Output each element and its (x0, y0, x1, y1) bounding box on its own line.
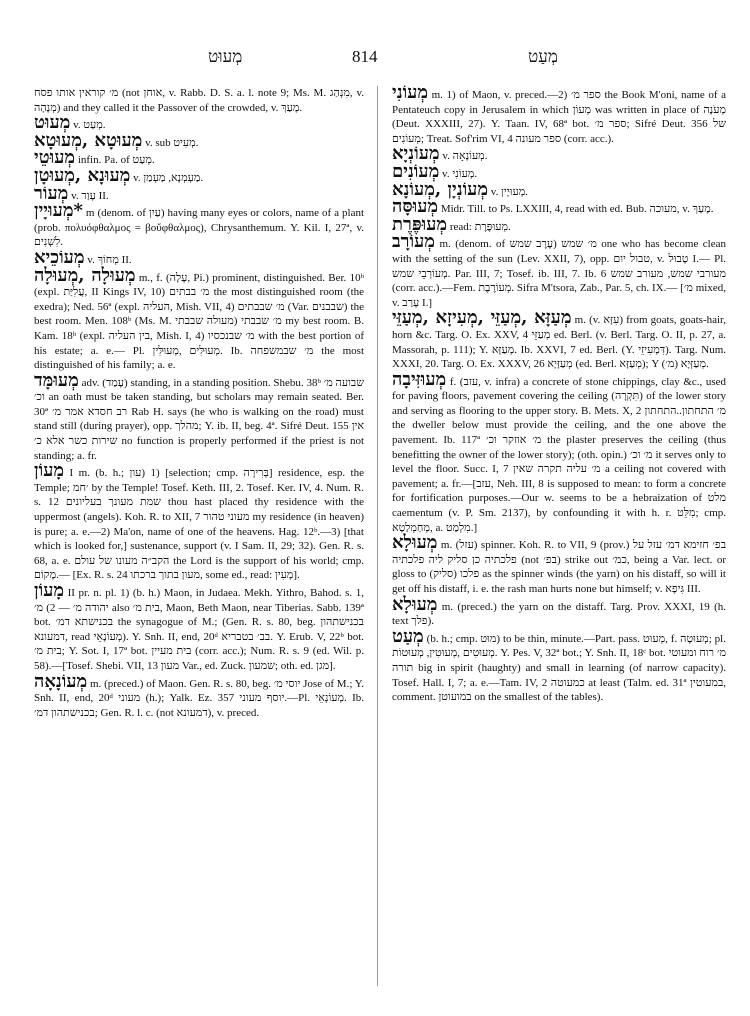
entry-text: infin. Pa. of מְעַט. (77, 154, 155, 167)
running-head-right: מְעַט (528, 47, 558, 67)
dictionary-entry (392, 82, 726, 146)
dictionary-entry (34, 580, 365, 674)
dictionary-entry (392, 368, 727, 536)
entry-text: Midr. Till. to Ps. LXXIII, 4, read with ed. Bub. מעוכה, v. מָעַךְ. (440, 203, 714, 216)
entry-headword: מְעוּלָה ,מְעוּלָה (34, 264, 136, 286)
dictionary-entry (34, 200, 365, 250)
entry-text: read: מְעוּפֶּרֶת. (449, 220, 511, 233)
dictionary-entry (34, 164, 364, 186)
entry-headword: מְעוֹנָאָה (34, 670, 88, 692)
entry-headword: מְעוּלָא (392, 532, 438, 554)
entry-text: II pr. n. pl. 1) (b. h.) Maon, in Judaea. Mekh. Yithro, Bahod. s. 1, יהודה מ׳ — 2) מ׳ also בית מ׳, Maon, Beth Maon, near Tiberias. Sabb. 139ª bot. בכנישתא דמ׳ the synagogue of M.; (Gen. R. s. 80, beg. בכנישתהון דמעונא, read מְעוֹנָאֵי). Y. Snh. II, end, 20ᵈ בב׳ בטבריא. Y. Erub. V, 22ᵇ bot. בית מ׳; Y. Sot. I, 17ª bot. בית מעיין (corr. acc.); Num. R. s. 9 (ed. Wil. p. 58).—[Tosef. Shebi. VII, 13 מעון Var., ed. Zuck. שמעון; oth. ed. מגן]. (34, 587, 365, 672)
running-head-left: מְעוּט (208, 47, 243, 67)
entry-text: adv. (עָמַד) standing, in a standing position. Shebu. 38ᵇ שבועה מ׳ וכ׳ an oath must be taken standing, but scholars may remain seated. Ber. 30ª רב חסדא אמר מ׳ Rab H. says (he who is walking on the road) must stand still (during prayer), opp. מהלך; Y. ib. II, beg. 4ª. Sifré Deut. 155 אין שירות כשר אלא כ׳ no function is properly performed if the priest is not standing; a. fr. (34, 376, 365, 462)
dictionary-entry (392, 231, 727, 310)
entry-text: v. מְעוּיָין. (490, 185, 528, 198)
entry-headword: מְעוֹכֵיא (34, 246, 85, 268)
dictionary-entry (34, 86, 364, 115)
entry-headword: מְעוּטָא ,מְעוּטָא (34, 129, 143, 151)
entry-text: f. (עזב, v. infra) a concrete of stone chippings, clay &c., used for paving floors, pavement covering the ceiling (תִּקְרָה) of the lower story and serving as flooring to the upper story. B. Mets. X, 2 מ׳ התחתון..התחתון the dweller below must provide the ceiling, and the one above the pavement. Ib. 117ª מ׳ אוזקר וכ׳ the plaster preserves the ceiling (thus benefitting the owner of the lower story); (oth. opin.) מ׳ וכ׳ it serves only to level the floor. Succ. I, 7 מ׳ עליה תקרה שאין a ceiling not covered with pavement; a. fr.—[עזב, Neh. III, 8 is supposed to mean: to form a concrete for fortification purposes.—Our w. seems to be a hebraization of מלט caementum (v. P. Sm. 2137), by confounding it with h. r. מִלֵּט; cmp. מְחַמְלַטָא, a. מִלְמַט.] (392, 375, 727, 534)
entry-text: m (denom. of עַיִן) having many eyes or colors, name of a plant (prob. πολυόφθαλμος = βοὔφθαλμος), Chrysanthemum. Y. Kil. I, 27ª, v. לִשְׁנִים. (34, 207, 365, 249)
entry-headword: מְעוּלָא (392, 593, 438, 615)
entry-headword: מְעוּט (34, 112, 71, 134)
entry-headword: מְעַזָּא ,מְעַזֵּי ,מְעִיזָא ,מְעַזֵּי (392, 307, 572, 329)
left-column (34, 86, 364, 721)
entry-headword: מְעוֹנִי (392, 82, 429, 103)
dictionary-entry (34, 264, 365, 373)
entry-headword: מְעוּטֵי (34, 147, 76, 169)
entry-headword: *מְעוּיָין (34, 200, 83, 222)
column-divider (377, 86, 378, 986)
dictionary-entry (34, 182, 364, 204)
entry-headword: מְעוּזִּיבָה (392, 368, 447, 390)
dictionary-entry (392, 532, 727, 596)
entry-text: v. מְחוֹךְ II. (87, 253, 132, 266)
dictionary-entry (392, 625, 727, 705)
entry-text: מ׳ קוראין אותו פסח (not אוחן, v. Rabb. D. S. a. l. note 9; Ms. M. מִנְהַג, v. מְנָהָה) and they called it the Passover of the crowded, v. מָעַךְ. (34, 87, 364, 114)
entry-headword: מְעַט (392, 625, 424, 647)
entry-headword: מְעוֹרָב (392, 231, 435, 253)
entry-headword: מְעוּפֶּרֶת (392, 213, 448, 235)
dictionary-entry (34, 670, 365, 721)
dictionary-entry (34, 369, 365, 464)
entry-headword: מְעוּסָּה (392, 196, 439, 218)
entry-text: m., f. (עָלָה, Pi.) prominent, distinguished. Ber. 10ᵇ (expl. עֲלִיַּת, II Kings IV, 10) מ׳ בבתים the most distinguished room (the exedra); Ned. 56ª (expl. העליה, Mish. VII, 4) מ׳ שבבתים (Var. שבבנים) the best room. Men. 108ᵇ (Ms. M. מעולה שבבתי) מ׳ שבבתי my best room. B. Kam. 18ᵇ (expl. בין העליה, Mish. I, 4) מ׳ שבנכסיו with the best portion of his estate; a. e.— Pl. מְעוּלִּים ,מְעוּלִּין. Ib. מ׳ שבמשפחה the most distinguished of his family; a. e. (34, 271, 365, 372)
dictionary-entry (34, 460, 364, 583)
page-number: 814 (352, 47, 378, 66)
entry-text: m. (עזל) spinner. Koh. R. to VII, 9 (prov.) בפ׳ חזימא דמ׳ עזל על פלכתיה כן סליק ליה פלכתיה (not בפ׳) strike out כמ׳, being a Var. lect. or gloss to פלכו (סליק) as the spinner winds (the yarn) on his distaff, so will it get off his distaff, i. e. the rash man hurts none but himself; v. גִּיפָא III. (392, 539, 727, 595)
dictionary-entry (392, 213, 726, 235)
entry-headword: מְעוֹנְיָא (392, 143, 440, 165)
dictionary-entry (392, 178, 726, 200)
entry-headword: מְעוּנָא ,מְעוּטָן (34, 164, 131, 186)
entry-headword: מְעוֹנִים (392, 160, 440, 182)
entry-text: m. (preced.) of Maon. Gen. R. s. 80, beg. יוסי מ׳ Jose of M.; Y. Snh. II, end, 20ᵈ מעוני (h.); Yalk. Ez. 357 יוסף מעוני.—Pl. מְעוֹנָאֵי. Ib. בכנישתהון דמ׳; Gen. R. l. c. (not דמעונא), v. preced. (34, 677, 365, 719)
entry-text: m. 1) of Maon, v. preced.—2) ספר מ׳ the Book M'oni, name of a Pentateuch copy in Jerusalem in which מְעוֹן was written in place of מְעֹנָה (Deut. XXXIII, 27). Y. Taan. IV, 68ª bot. ספר מ׳; Sifré Deut. 356 של מְעוֹנִים; Treat. Sof'rim VI, 4 ספר מעונה (corr. acc.). (392, 89, 726, 145)
entry-text: v. מְעַט. (73, 119, 106, 132)
entry-text: v. מַעְמְנָא, מַעְמַן. (133, 171, 204, 184)
entry-text: m. (denom. of עֶרֶב שמש) מ׳ שמש one who has become clean with the setting of the sun (Lev. XXII, 7), opp. טבול יום, v. טָבוּל I.— Pl. מְעוֹרְבֵי שמש. Par. III, 7; Tosef. ib. III, 7. Ib. 6 מעורבי שמש, מעורב שמש (corr. acc.).—Fem. מְעוֹרֶבֶת. Sifra M'tsora, Zab., Par. 5, ch. IX.— [מ׳ mixed, v. עָרַב I.] (392, 238, 727, 309)
entry-headword: מְעוּמָּד (34, 369, 79, 391)
entry-text: v. מְעוֹנָאָה. (442, 150, 488, 163)
entry-headword: מְעוֹר (34, 182, 69, 204)
entry-text: I m. (b. h.; עון) 1) [selection; cmp. בְּרִירָה] residence, esp. the Temple; ׳חמ by the Temple! Tosef. Keth. III, 2. Tosef. Ker. IV, 4. Num. R. s. 12 שמת מעונך בעליונים thou hast placed thy residence with the uppermost (angels). Koh. R. to XII, 7 מעוני טהור my residence (in heaven) is pure; a. e.—2) Ma'on, name of one of the heavens. Hag. 12ᵇ.—3) [that which is looked for,] sustenance, support (v. I Sam. II, 29; 32). Gen. R. s. 68, a. e. הקב״ה מעונו של עולם the Lord is the support of his world; cmp. מָקוֹם.— [Ex. R. s. 24 מעון בתוך ברכתו, some ed., read: מְעִין]. (34, 467, 364, 582)
right-column (392, 82, 727, 706)
entry-text: v. sub מְעִיט. (145, 136, 199, 149)
dictionary-entry (34, 129, 364, 151)
entry-text: v. עָוַר II. (71, 189, 109, 202)
page-header (0, 47, 750, 71)
entry-text: v. מְעוֹנִי. (442, 167, 478, 180)
entry-text: m. (preced.) the yarn on the distaff. Targ. Prov. XXXI, 19 (h. text פלך). (392, 600, 727, 628)
entry-text: (b. h.; cmp. מוּט) to be thin, minute.—Part. pass. מְעוּט, f. מְעוּטָה; pl. מְעוּטִים ,מְעוּטִין, מְעוּטוֹת. Y. Pes. V, 32ª bot.; Y. Snh. II, 18ᶜ bot. מ׳ רוח ומעוטי תורה big in spirit (haughty) and small in learning (of narrow capacity). Tosef. Hall. I, 7; a. e.—Tam. IV, 2 כמעוטה at least (Talm. ed. 31ª במעוטין, comment. במועוטן on the smallest of the tables). (392, 632, 727, 704)
dictionary-entry (392, 593, 727, 629)
dictionary-entry (392, 143, 726, 165)
dictionary-entry (392, 307, 727, 371)
entry-text: m. (v. עִזָּא) from goats, goats-hair, horn &c. Targ. O. Ex. XXV, 4 מְעַזֵּי ed. Berl. (v. Berl. Targ. O. II, p. 27, a. Massorah, p. 111); Y. מְעַזָּא. Ib. XXVI, 7 ed. Berl. (Y. דִּמְעִיזֵי). Targ. Num. XXXI, 20. Targ. O. Ex. XXXV, 26 מְעַזָּיָא (ed. Berl. מְעַזָּא); Y מְעַזְּיָא (מ׳). (392, 314, 727, 371)
entry-headword: מָעוֹן (34, 460, 65, 482)
entry-headword: מְעוֹנְיָן ,מְעוֹנָא (392, 178, 489, 200)
entry-headword: מָעוֹן (34, 580, 65, 601)
